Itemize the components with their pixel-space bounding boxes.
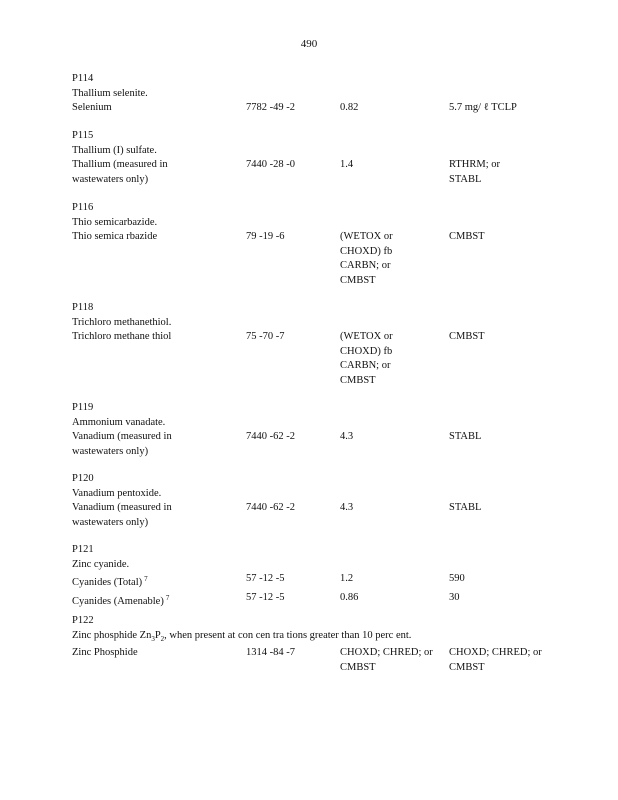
waste-description: Thallium (I) sulfate. (72, 144, 157, 156)
constituent-name (72, 591, 242, 610)
wastewater-standard: (WETOX or CHOXD) fb CARBN; or CMBST (340, 231, 396, 286)
footnote-marker: 7 (144, 575, 148, 584)
waste-code: P119 (72, 402, 94, 413)
cas-number: 7440 -28 -0 (246, 159, 295, 171)
constituent-row (72, 572, 562, 591)
waste-code: P118 (72, 302, 94, 313)
constituent-name: Thio semica rbazide (72, 231, 158, 243)
waste-code: P120 (72, 473, 94, 484)
constituent-name: Zinc Phosphide (72, 647, 138, 659)
constituent-name: Trichloro methane thiol (72, 331, 172, 343)
constituent-row (72, 591, 562, 610)
constituent-row (72, 101, 562, 116)
nonwastewater-standard: CHOXD; CHRED; or CMBST (449, 647, 545, 673)
entry-p114 (72, 72, 562, 116)
wastewater-standard: 4.3 (340, 502, 354, 514)
waste-description: Thio semicarbazide. (72, 216, 158, 228)
footnote-marker: 7 (165, 593, 170, 602)
constituent-row (72, 158, 562, 187)
nonwastewater-standard: 590 (449, 573, 465, 585)
constituent-name: Vanadium (measured in wastewaters only) (72, 431, 175, 457)
description-text: , when present at con cen tra tions greater than 10 perc ent. (164, 629, 412, 641)
wastewater-standard: 4.3 (340, 431, 354, 443)
cas-number: 57 -12 -5 (246, 591, 285, 603)
cas-number: 75 -70 -7 (246, 331, 285, 343)
nonwastewater-standard: 5.7 mg/ ℓ TCLP (449, 102, 517, 114)
waste-description: Thallium selenite. (72, 87, 148, 99)
nonwastewater-standard: STABL (449, 431, 482, 443)
constituent-row (72, 646, 562, 673)
constituent-row (72, 501, 562, 530)
constituent-name: Thallium (measured in wastewaters only) (72, 159, 171, 185)
entry-p115 (72, 129, 562, 187)
cas-number: 7440 -62 -2 (246, 431, 295, 443)
waste-description: Ammonium vanadate. (72, 416, 166, 428)
constituent-row (72, 330, 562, 386)
cas-number: 79 -19 -6 (246, 231, 285, 243)
page-number: 490 (300, 38, 318, 50)
nonwastewater-standard: STABL (449, 502, 482, 514)
waste-code: P121 (72, 544, 94, 555)
constituent-row (72, 230, 562, 286)
waste-description (72, 629, 562, 647)
cas-number: 57 -12 -5 (246, 573, 285, 585)
cas-number: 7440 -62 -2 (246, 502, 295, 514)
constituent-name-text: Cyanides (Amenable) (72, 595, 164, 607)
waste-code: P115 (72, 130, 94, 141)
waste-description: Zinc cyanide. (72, 558, 130, 570)
nonwastewater-standard: RTHRM; or STABL (449, 159, 503, 185)
formula-prefix: Zinc phosphide Zn (72, 629, 152, 641)
constituent-row (72, 430, 562, 459)
constituent-name-text: Cyanides (Total) (72, 577, 143, 589)
nonwastewater-standard: CMBST (449, 331, 485, 343)
cas-number: 1314 -84 -7 (246, 647, 295, 659)
waste-code: P114 (72, 73, 94, 84)
entry-p121 (72, 543, 562, 609)
formula-subscript: 3 (151, 634, 155, 643)
constituent-name: Vanadium (measured in wastewaters only) (72, 502, 175, 528)
constituent-name (72, 572, 242, 591)
formula-element: P (154, 629, 161, 641)
constituent-name: Selenium (72, 102, 112, 114)
nonwastewater-standard: 30 (449, 591, 460, 603)
entry-p120 (72, 472, 562, 530)
formula-subscript: 2 (160, 634, 165, 643)
waste-description: Vanadium pentoxide. (72, 487, 162, 499)
wastewater-standard: 0.86 (340, 591, 359, 603)
wastewater-standard: (WETOX or CHOXD) fb CARBN; or CMBST (340, 331, 396, 386)
wastewater-standard: 1.4 (340, 159, 354, 171)
entry-p122 (72, 614, 562, 673)
wastewater-standard: CHOXD; CHRED; or CMBST (340, 647, 436, 673)
waste-code: P122 (72, 615, 94, 626)
wastewater-standard: 0.82 (340, 102, 359, 114)
entry-p119 (72, 401, 562, 459)
wastewater-standard: 1.2 (340, 573, 354, 585)
entry-p116 (72, 201, 562, 286)
waste-code: P116 (72, 202, 94, 213)
entry-p118 (72, 301, 562, 386)
cas-number: 7782 -49 -2 (246, 102, 295, 114)
nonwastewater-standard: CMBST (449, 231, 485, 243)
waste-description: Trichloro methanethiol. (72, 316, 172, 328)
